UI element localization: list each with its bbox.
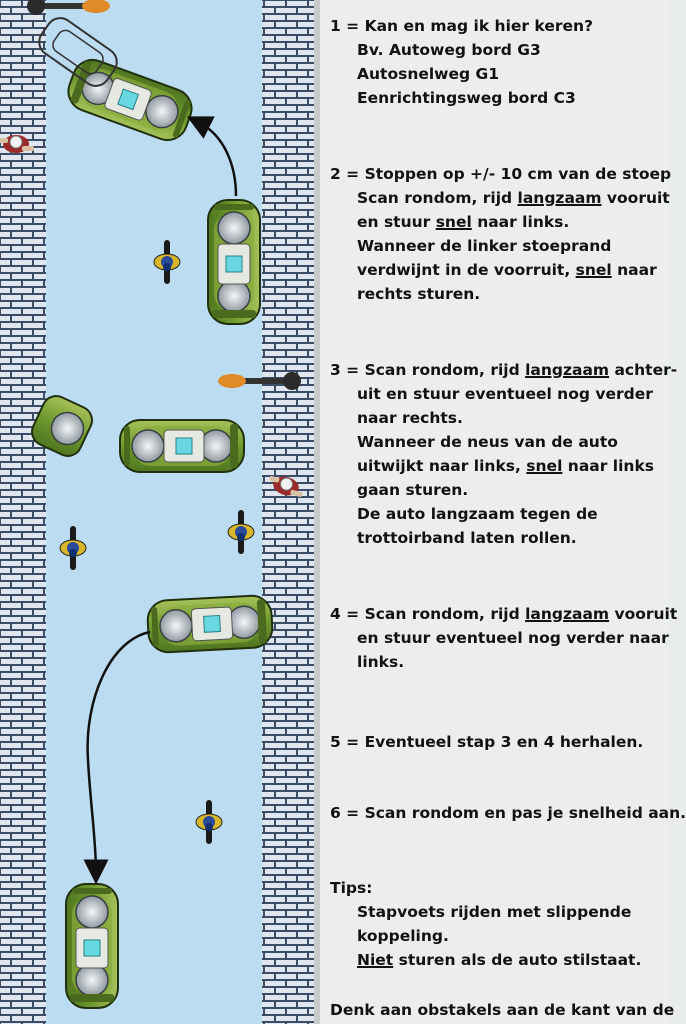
text-segment: naar links. [471, 213, 570, 231]
text-segment: sturen als de auto stilstaat. [393, 951, 642, 969]
step-4-line [330, 626, 669, 650]
step-2-title: 2 = Stoppen op +/- 10 cm van de stoep [330, 165, 672, 183]
step-3-line [330, 406, 666, 430]
step-5 [330, 730, 666, 754]
tips-line [330, 948, 666, 972]
text-segment: De auto langzaam tegen de [357, 505, 598, 523]
step-6-title: 6 = Scan rondom en pas je snelheid aan. [330, 804, 686, 822]
road-scene [0, 0, 320, 1024]
step-3 [330, 358, 678, 550]
text-segment: Eenrichtingsweg bord C3 [357, 89, 576, 107]
step-3-line [330, 430, 666, 454]
road [46, 0, 262, 1024]
text-segment: Autosnelweg G1 [357, 65, 500, 83]
text-segment: vooruit [601, 189, 670, 207]
text-segment: en stuur eventueel nog verder naar [357, 629, 669, 647]
text-segment: trottoirband laten rollen. [357, 529, 577, 547]
text-segment: Wanneer de linker stoeprand [357, 237, 612, 255]
text-segment: naar [611, 261, 657, 279]
text-segment: naar rechts. [357, 409, 463, 427]
step-4-line [330, 650, 666, 674]
text-segment: en stuur [357, 213, 436, 231]
text-segment: verdwijnt in de voorruit, [357, 261, 576, 279]
step-2 [330, 162, 672, 306]
text-segment: uit en stuur eventueel nog verder [357, 385, 653, 403]
step-1-line [330, 86, 666, 110]
text-segment: 4 = Scan rondom, rijd [330, 605, 526, 623]
tips-line [330, 924, 666, 948]
text-segment: Wanneer de neus van de auto [357, 433, 618, 451]
text-segment: koppeling. [357, 927, 449, 945]
step-2-line [330, 186, 670, 210]
text-segment: achter- [609, 361, 678, 379]
emphasis-word: langzaam [525, 361, 610, 379]
step-3-line [330, 502, 666, 526]
step-3-line [330, 382, 666, 406]
step-3-title [330, 358, 678, 382]
step-1-title: 1 = Kan en mag ik hier keren? [330, 17, 594, 35]
step-2-line [330, 282, 666, 306]
text-segment: Scan rondom, rijd [357, 189, 518, 207]
step-2-line [330, 210, 666, 234]
text-segment: uitwijkt naar links, [357, 457, 527, 475]
text-segment: Stapvoets rijden met slippende [357, 903, 632, 921]
step-3-line [330, 478, 666, 502]
text-segment: vooruit [609, 605, 678, 623]
emphasis-word: langzaam [517, 189, 602, 207]
text-segment: naar links [562, 457, 654, 475]
step-3-line [330, 454, 666, 478]
text-segment: 3 = Scan rondom, rijd [330, 361, 526, 379]
step-2-line [330, 258, 666, 282]
text-segment: rechts sturen. [357, 285, 481, 303]
car-position-4-icon [147, 595, 274, 653]
instruction-panel [322, 0, 686, 1024]
tips-heading: Tips: [330, 879, 373, 897]
text-segment: Bv. Autoweg bord G3 [357, 41, 541, 59]
step-1 [330, 14, 666, 110]
right-sidewalk [262, 0, 320, 1024]
step-4-title [330, 602, 678, 626]
car-position-3-icon [120, 420, 244, 472]
emphasis-word: Niet [357, 951, 394, 969]
car-position-2-icon [208, 200, 260, 324]
emphasis-word: snel [575, 261, 612, 279]
text-segment: gaan sturen. [357, 481, 469, 499]
car-position-6-icon [66, 884, 118, 1008]
text-segment: links. [357, 653, 405, 671]
step-1-line [330, 38, 666, 62]
closing-line: Denk aan obstakels aan de kant van de [330, 1001, 675, 1019]
step-4 [330, 602, 678, 674]
step-3-line [330, 526, 666, 550]
step-2-line [330, 234, 666, 258]
step-6 [330, 801, 686, 825]
tips-line [330, 900, 666, 924]
left-sidewalk [0, 0, 46, 1024]
emphasis-word: langzaam [525, 605, 610, 623]
step-1-line [330, 62, 666, 86]
emphasis-word: snel [435, 213, 472, 231]
emphasis-word: snel [526, 457, 563, 475]
tips-section [330, 876, 666, 972]
step-5-title: 5 = Eventueel stap 3 en 4 herhalen. [330, 733, 644, 751]
